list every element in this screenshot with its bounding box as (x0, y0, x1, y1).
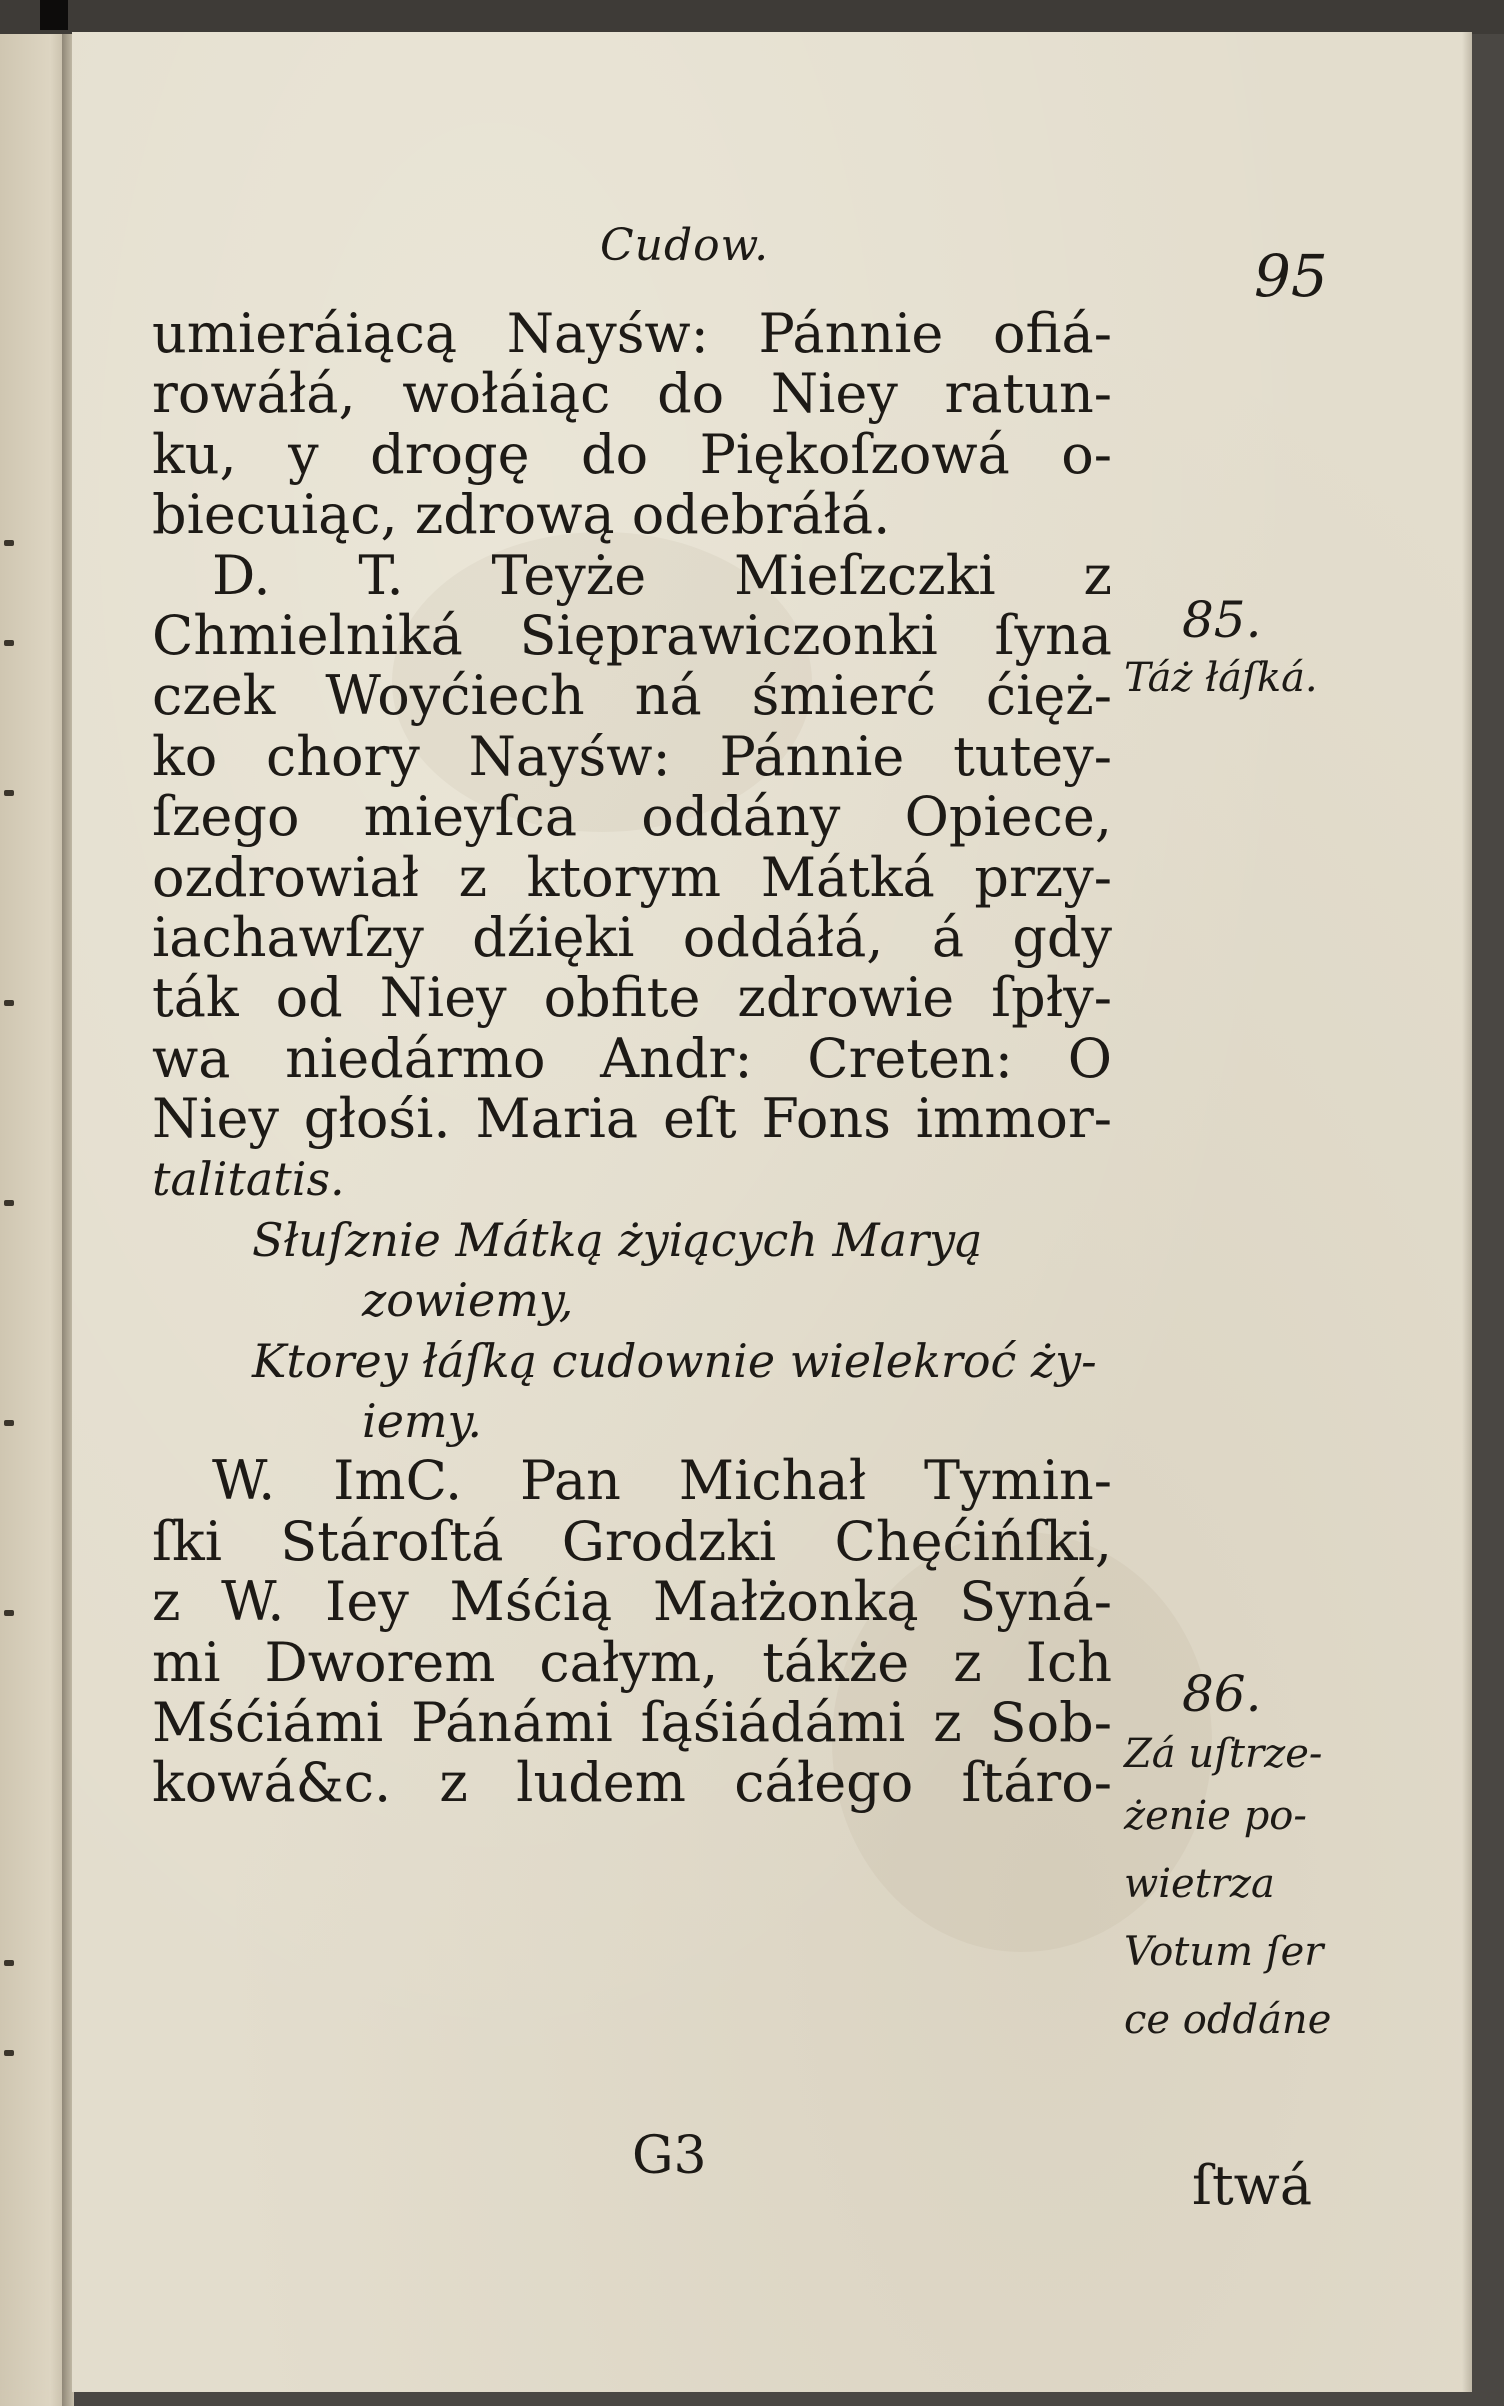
adjacent-page-mark (4, 1000, 14, 1006)
text-line: Chmielniká Sięprawiczonki ſyna (152, 603, 1112, 667)
adjacent-page-mark (4, 2050, 14, 2056)
text-line: czek Woyćiech ná śmierć ćięż- (152, 664, 1112, 728)
margin-entry-number: 86. (1182, 1665, 1262, 1723)
margin-note: ce oddáne (1124, 1997, 1332, 2043)
spine-strip (40, 0, 68, 30)
signature-mark: G3 (632, 2126, 707, 2186)
adjacent-page-mark (4, 790, 14, 796)
scan-background-top (0, 0, 1504, 34)
text-line: wa niedármo Andr: Creten: O (152, 1026, 1112, 1090)
adjacent-page-mark (4, 1610, 14, 1616)
text-line: mi Dworem całym, tákże z Ich (152, 1630, 1112, 1694)
text-line: iemy. (362, 1394, 483, 1449)
margin-note: wietrza (1124, 1861, 1275, 1907)
text-line: ku, y drogę do Piękoſzowá o- (152, 422, 1112, 486)
running-head: Cudow. (600, 220, 770, 271)
text-line: Słuſznie Mátką żyiących Maryą (252, 1212, 983, 1267)
text-line: D. T. Teyże Mieſzczki z (212, 543, 1112, 607)
adjacent-page-mark (4, 640, 14, 646)
text-line: zowiemy, (362, 1273, 574, 1328)
page-number: 95 (1254, 242, 1328, 310)
text-line: ták od Niey obfite zdrowie ſpły- (152, 966, 1112, 1030)
margin-entry-number: 85. (1182, 591, 1262, 649)
catchword: ſtwá (1192, 2154, 1313, 2217)
book-page (72, 32, 1472, 2392)
text-line: iachawſzy dźięki oddáłá, á gdy (152, 905, 1112, 969)
text-line: Ktorey łáſką cudownie wielekroć ży- (252, 1333, 1097, 1388)
text-line: biecuiąc, zdrową odebráłá. (152, 483, 891, 547)
body-text (152, 304, 1112, 1814)
text-line: Mśćiámi Pánámi ſąśiádámi z Sob- (152, 1690, 1112, 1754)
adjacent-page-mark (4, 1960, 14, 1966)
text-line: ſki Stároſtá Grodzki Chęćińſki, (152, 1509, 1112, 1573)
text-line: rowáłá, wołáiąc do Niey ratun- (152, 362, 1112, 426)
text-line: W. ImC. Pan Michał Tymin- (212, 1449, 1112, 1513)
text-line: ko chory Nayśw: Pánnie tutey- (152, 724, 1112, 788)
text-line: Niey głośi. Maria eſt Fons immor- (152, 1087, 1112, 1151)
margin-note: Votum ſer (1124, 1929, 1324, 1975)
text-line: z W. Iey Mśćią Małżonką Syná- (152, 1570, 1112, 1634)
margin-note: Táż łáſká. (1124, 655, 1318, 701)
text-line: ozdrowiał z ktorym Mátká przy- (152, 845, 1112, 909)
text-line: umieráiącą Nayśw: Pánnie ofiá- (152, 302, 1112, 365)
text-line: ſzego mieyſca oddány Opiece, (152, 785, 1112, 849)
adjacent-page-mark (4, 1420, 14, 1426)
text-line: talitatis. (152, 1152, 345, 1207)
margin-note: żenie po- (1124, 1793, 1307, 1839)
adjacent-page-mark (4, 540, 14, 546)
margin-note: Zá uſtrze- (1124, 1731, 1323, 1777)
text-line: kowá&c. z ludem cáłego ſtáro- (152, 1751, 1112, 1815)
adjacent-page-mark (4, 1200, 14, 1206)
